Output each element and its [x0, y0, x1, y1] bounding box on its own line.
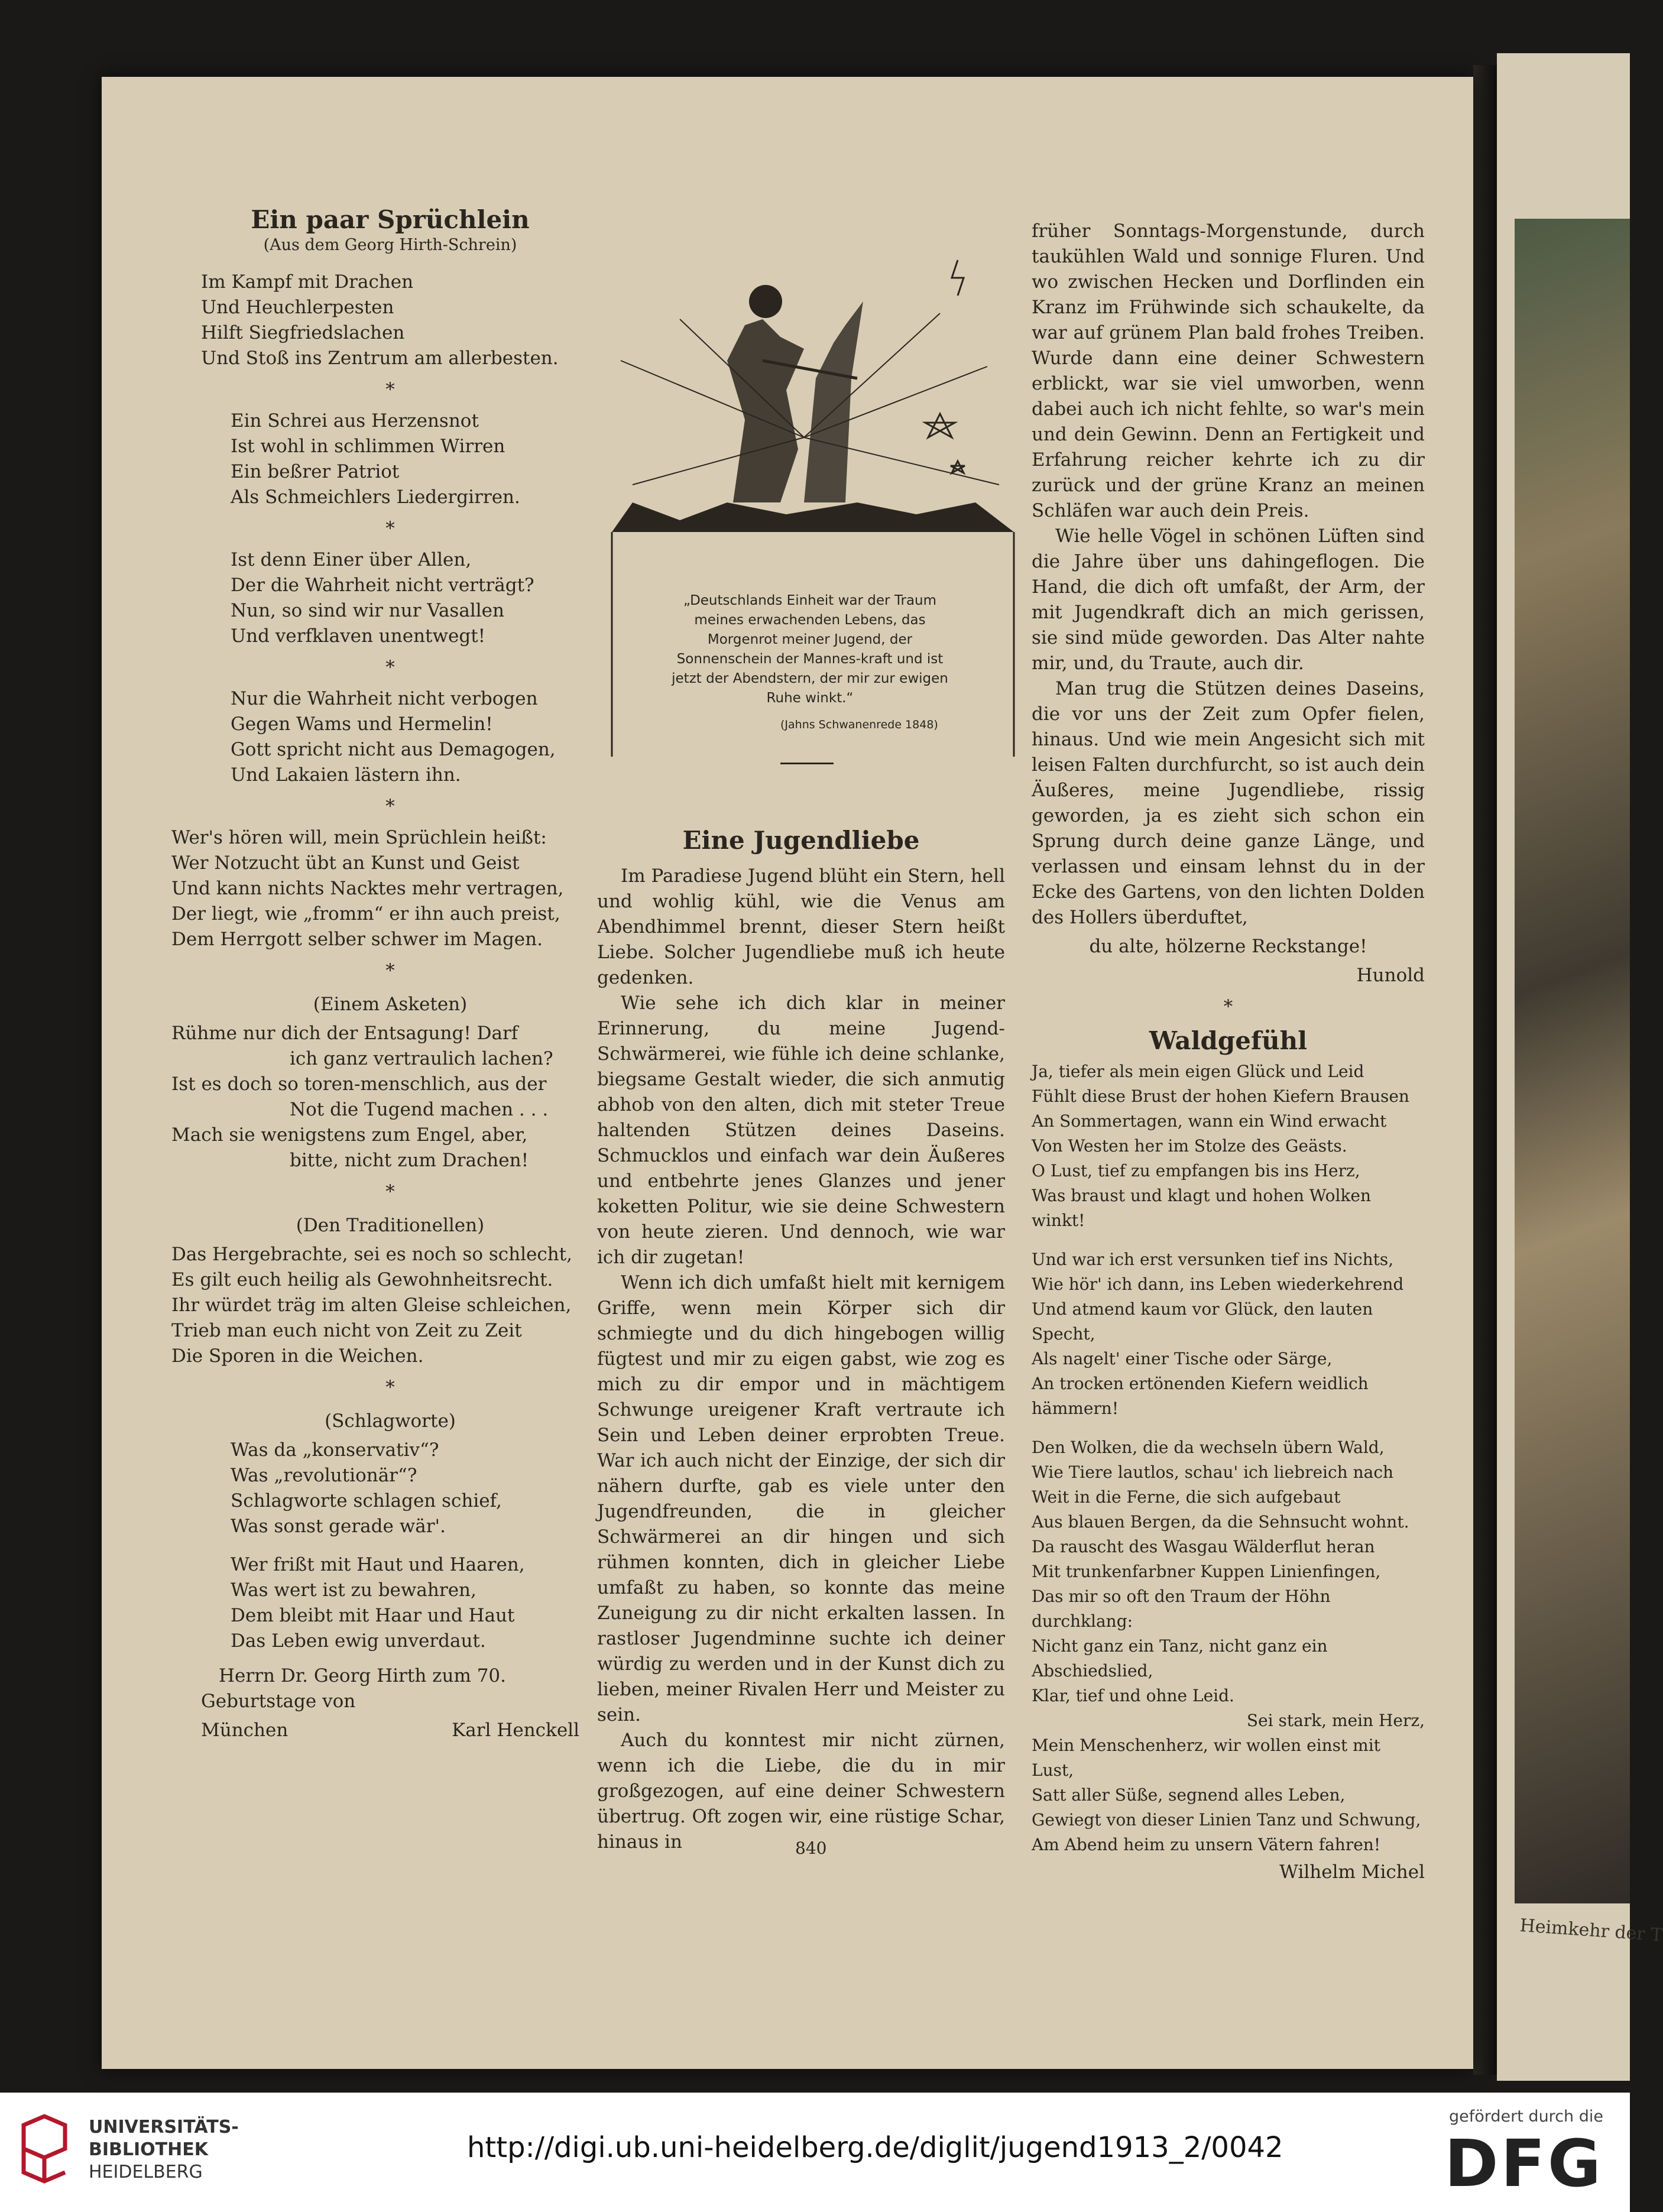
- funding-note: gefördert durch die: [1449, 2107, 1603, 2126]
- paragraph: Im Paradiese Jugend blüht ein Stern, hell und wohlig kühl, wie die Venus am Abendhimmel brennt, dieser Stern heißt Liebe. Solcher Jugendliebe muß ich heute gedenken.: [597, 865, 1005, 988]
- verse-line: Hilft Siegfriedslachen: [201, 322, 405, 343]
- verse-line: Trieb man euch nicht von Zeit zu Zeit: [171, 1320, 522, 1341]
- verse-line: Wie Tiere lautlos, schau' ich liebreich nach: [1032, 1462, 1394, 1482]
- verse-line: Wer's hören will, mein Sprüchlein heißt:: [171, 827, 547, 848]
- paragraph: Man trug die Stützen deines Daseins, die vor uns der Zeit zum Opfer fielen, hinaus. Und wie mein Angesicht sich mit leisen Falten durchfurcht, so ist auch dein Äußeres, meine Jugendliebe, rissig geworden, ja es zieht sich schon ein Sprung durch deine ganze Länge, und verlassen und einsam lehnst du in der Ecke des Gartens, von den lichten Dolden des Hollers überduftet,: [1032, 678, 1425, 928]
- verse-line: Not die Tugend machen . . .: [290, 1099, 549, 1120]
- paragraph: Wie sehe ich dich klar in meiner Erinnerung, du meine Jugend-Schwärmerei, wie fühle ich deine schlanke, biegsame Gestalt wieder, die sich anmutig abhob von den alten, dich mit steter Treue haltenden Stützen deines Daseins. Schmucklos und einfach war dein Äußeres und entbehrte jenes Glanzes und jener koketten Politur, wie sie deine Schwestern von heute zieren. Und dennoch, wie war ich dir zugetan!: [597, 993, 1005, 1268]
- star-separator: *: [385, 1377, 395, 1398]
- verse-line: Von Westen her im Stolze des Geästs.: [1032, 1136, 1347, 1156]
- verse-line: O Lust, tief zu empfangen bis ins Herz,: [1032, 1161, 1360, 1180]
- verse-line: Und Lakaien lästern ihn.: [231, 764, 461, 786]
- poem-title-spruechlein: Ein paar Sprüchlein: [251, 205, 530, 234]
- page-number: 840: [795, 1838, 827, 1858]
- verse-line: Nur die Wahrheit nicht verbogen: [231, 688, 538, 709]
- library-name[interactable]: [89, 2116, 239, 2184]
- poem-waldgefuehl-stanza-2: [1032, 1247, 1425, 1421]
- poem-schlagworte-2: [201, 1552, 579, 1654]
- stanza-5: [171, 825, 579, 952]
- star-separator: *: [385, 657, 395, 678]
- verse-line: Und Stoß ins Zentrum am allerbesten.: [201, 348, 559, 369]
- verse-line: Als nagelt' einer Tische oder Särge,: [1032, 1349, 1333, 1368]
- verse-line: Schlagworte schlagen schief,: [231, 1490, 502, 1512]
- paragraph: Wenn ich dich umfaßt hielt mit kernigem Griffe, wenn mein Körper sich dir schmiegte und du dich hingebogen willig fügtest und mir zu eigen gabst, wie zog es mich zu dir empor und in mächtigem Schwunge ureigener Kraft vertraute ich Sein und Leben deiner erprobten Treue. War ich auch nicht der Einzige, der sich dir nähern durfte, gab es viele unter den Jugendfreunden, die in gleicher Schwärmerei an dir hingen und sich rühmen konnten, dich in gleicher Liebe umfaßt zu haben, so konnte das meine Zuneigung zu dir nicht erkalten lassen. In rastloser Jugendminne suchte ich deiner würdig zu werden und in der Kunst dich zu lieben, meiner Rivalen Herr und Meister zu sein.: [597, 1272, 1005, 1726]
- verse-line: Das Leben ewig unverdaut.: [231, 1630, 486, 1652]
- signature-row: [201, 1718, 579, 1743]
- poem-schlagworte-1: [201, 1438, 579, 1539]
- stanza-3: [201, 547, 579, 649]
- verse-line: Mach sie wenigstens zum Engel, aber,: [171, 1124, 528, 1146]
- verse-line: Und atmend kaum vor Glück, den lauten Specht,: [1032, 1299, 1373, 1344]
- verse-line: Fühlt diese Brust der hohen Kiefern Brausen: [1032, 1086, 1409, 1106]
- stanza-1: [201, 270, 579, 371]
- author-michel: Wilhelm Michel: [1279, 1861, 1425, 1883]
- star-separator: *: [1223, 996, 1233, 1017]
- verse-line: Wie hör' ich dann, ins Leben wiederkehrend: [1032, 1274, 1404, 1294]
- verse-line: Dem Herrgott selber schwer im Magen.: [171, 929, 543, 950]
- verse-line: Rühme nur dich der Entsagung! Darf: [171, 1023, 518, 1044]
- verse-line: Ja, tiefer als mein eigen Glück und Leid: [1032, 1062, 1364, 1081]
- poem-subtitle: (Aus dem Georg Hirth-Schrein): [263, 236, 517, 254]
- author-hunold: Hunold: [1356, 965, 1425, 986]
- poem-title-waldgefuehl: Waldgefühl: [1149, 1026, 1308, 1055]
- verse-line: Mit trunkenfarbner Kuppen Linienfingen,: [1032, 1562, 1381, 1581]
- place: München: [201, 1720, 288, 1741]
- verse-line: Was sonst gerade wär'.: [231, 1516, 446, 1537]
- heading-schlagworte: (Schlagworte): [325, 1410, 456, 1432]
- verse-line: Ist denn Einer über Allen,: [231, 549, 472, 570]
- poem-traditionellen: [171, 1242, 579, 1369]
- verse-line: Es gilt euch heilig als Gewohnheitsrecht.: [171, 1269, 553, 1290]
- stanza-2: [201, 408, 579, 510]
- story-title-jugendliebe: Eine Jugendliebe: [682, 826, 920, 855]
- verse-line: Das mir so oft den Traum der Höhn durchklang:: [1032, 1587, 1331, 1631]
- heading-asketen: (Einem Asketen): [313, 994, 468, 1015]
- permalink-url[interactable]: http://digi.ub.uni-heidelberg.de/diglit/jugend1913_2/0042: [467, 2131, 1283, 2164]
- verse-line: Nun, so sind wir nur Vasallen: [231, 600, 504, 621]
- verse-line: Mein Menschenherz, wir wollen einst mit Lust,: [1032, 1736, 1380, 1780]
- library-name-line: UNIVERSITÄTS-: [89, 2117, 239, 2138]
- star-separator: *: [385, 960, 395, 981]
- verse-line: Aus blauen Bergen, da die Sehnsucht wohnt.: [1032, 1512, 1409, 1532]
- verse-line: Ihr würdet träg im alten Gleise schleichen,: [171, 1295, 572, 1316]
- verse-line: Gewiegt von dieser Linien Tanz und Schwung,: [1032, 1810, 1421, 1830]
- verse-line: Ein Schrei aus Herzensnot: [231, 410, 479, 432]
- verse-line: Den Wolken, die da wechseln übern Wald,: [1032, 1438, 1385, 1457]
- column-right: [1032, 219, 1425, 1885]
- page-gutter-shadow: [1473, 65, 1497, 2075]
- digitization-footer: [0, 2093, 1630, 2212]
- verse-line: Dem bleibt mit Haar und Haut: [231, 1605, 515, 1626]
- star-separator: *: [385, 518, 395, 539]
- closing-line: du alte, hölzerne Reckstange!: [1089, 936, 1367, 957]
- dedication: Herrn Dr. Georg Hirth zum 70. Geburtstage von: [201, 1665, 506, 1712]
- verse-line: Was da „konservativ“?: [231, 1439, 439, 1461]
- column-middle: [597, 828, 1005, 1855]
- verse-line: Wer Notzucht übt an Kunst und Geist: [171, 852, 520, 874]
- verse-line: Und Heuchlerpesten: [201, 297, 394, 318]
- library-name-line: BIBLIOTHEK: [89, 2139, 208, 2160]
- verse-line: Satt aller Süße, segnend alles Leben,: [1032, 1785, 1346, 1805]
- verse-line: Der liegt, wie „fromm“ er ihn auch preist,: [171, 903, 560, 925]
- plate-caption: Heimkehr der T: [1519, 1915, 1663, 1946]
- verse-line: Nicht ganz ein Tanz, nicht ganz ein Abschiedslied,: [1032, 1636, 1328, 1681]
- facing-plate-illustration: [1515, 219, 1630, 1903]
- dfg-logo[interactable]: DFG: [1444, 2126, 1603, 2201]
- paragraph: Wie helle Vögel in schönen Lüften sind die Jahre über uns dahingeflogen. Die Hand, die dich oft umfaßt, der Arm, der mit Jugendkraft dich an mich gerissen, sie sind müde geworden. Das Alter nahte mir, und, du Traute, auch dir.: [1032, 526, 1425, 674]
- verse-line: Gott spricht nicht aus Demagogen,: [231, 739, 556, 760]
- verse-line: Ein beßrer Patriot: [231, 461, 400, 482]
- author-henckell: Karl Henckell: [452, 1720, 579, 1741]
- verse-line: Ist wohl in schlimmen Wirren: [231, 436, 505, 457]
- verse-line: Und verfklaven unentwegt!: [231, 625, 486, 647]
- verse-line: Wer frißt mit Haut und Haaren,: [231, 1554, 525, 1575]
- divider-rule: [780, 763, 834, 764]
- star-separator: *: [385, 796, 395, 817]
- poem-waldgefuehl-stanza-1: [1032, 1059, 1425, 1233]
- heading-traditionellen: (Den Traditionellen): [296, 1215, 485, 1236]
- verse-line: Was wert ist zu bewahren,: [231, 1579, 476, 1601]
- stanza-4: [201, 686, 579, 788]
- verse-line: Was „revolutionär“?: [231, 1465, 417, 1486]
- paragraph: früher Sonntags-Morgenstunde, durch taukühlen Wald und sonnige Fluren. Und wo zwischen Hecken und Dorflinden ein Kranz im Frühwinde sich schaukelte, da war auf grünem Plan bald frohes Treiben. Wurde dann eine deiner Schwestern erblickt, war sie viel umworben, wenn dabei auch ich nicht fehlte, so war's mein und dein Gewinn. Denn an Fertigkeit und Erfahrung reicher kehrte ich zu dir zurück und der grüne Kranz an meinen Schläfen war auch dein Preis.: [1032, 220, 1425, 521]
- verse-line: Als Schmeichlers Liedergirren.: [231, 486, 520, 508]
- verse-line: Sei stark, mein Herz,: [1246, 1711, 1425, 1730]
- verse-line: Und kann nichts Nacktes mehr vertragen,: [171, 878, 564, 899]
- jahn-quote: „Deutschlands Einheit war der Traum meines erwachenden Lebens, das Morgenrot meiner Jugend, der Sonnenschein der Mannes-kraft und ist jetzt der Abendstern, der mir zur ewigen Ruhe winkt.“: [672, 593, 948, 706]
- verse-line: Da rauscht des Wasgau Wälderflut heran: [1032, 1537, 1375, 1556]
- verse-line: Am Abend heim zu unsern Vätern fahren!: [1032, 1835, 1381, 1854]
- verse-line: Was braust und klagt und hohen Wolken winkt!: [1032, 1186, 1372, 1230]
- verse-line: An Sommertagen, wann ein Wind erwacht: [1032, 1111, 1387, 1131]
- verse-line: ich ganz vertraulich lachen?: [290, 1048, 553, 1069]
- facing-plate: [1497, 53, 1663, 2081]
- verse-line: Und war ich erst versunken tief ins Nichts,: [1032, 1250, 1394, 1269]
- verse-line: Weit in die Ferne, die sich aufgebaut: [1032, 1487, 1341, 1507]
- verse-line: An trocken ertönenden Kiefern weidlich hämmern!: [1032, 1374, 1369, 1418]
- star-separator: *: [385, 1181, 395, 1202]
- star-separator: *: [385, 379, 395, 400]
- verse-line: Das Hergebrachte, sei es noch so schlecht,: [171, 1244, 572, 1265]
- library-name-line: HEIDELBERG: [89, 2162, 203, 2182]
- poem-asketen: [171, 1021, 579, 1173]
- verse-line: Gegen Wams und Hermelin!: [231, 713, 493, 735]
- paragraph: Auch du konntest mir nicht zürnen, wenn ich die Liebe, die du in mir großgezogen, auf eine deiner Schwestern übertrug. Oft zogen wir, eine rüstige Schar, hinaus in: [597, 1730, 1005, 1853]
- column-left: [171, 205, 579, 1743]
- quote-source: (Jahns Schwanenrede 1848): [780, 718, 938, 731]
- verse-line: Die Sporen in die Weichen.: [171, 1345, 424, 1367]
- verse-line: Klar, tief und ohne Leid.: [1032, 1686, 1234, 1705]
- poem-waldgefuehl-stanza-3: [1032, 1435, 1425, 1857]
- library-logo-icon: [18, 2113, 71, 2184]
- verse-line: Ist es doch so toren-menschlich, aus der: [171, 1073, 547, 1095]
- verse-line: Im Kampf mit Drachen: [201, 271, 414, 293]
- verse-line: Der die Wahrheit nicht verträgt?: [231, 575, 534, 596]
- verse-line: bitte, nicht zum Drachen!: [290, 1150, 529, 1171]
